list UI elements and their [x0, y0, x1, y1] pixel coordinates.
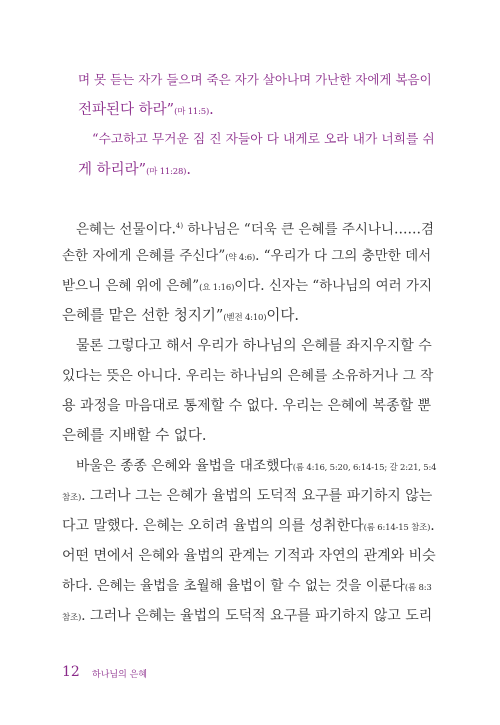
para2-line-2	[62, 366, 436, 386]
para1-line-3	[62, 276, 436, 298]
scripture-reference: (마 11:5)	[174, 107, 210, 117]
page-number: 12	[62, 664, 80, 680]
body-text: 용 과정을 마음대로 통제할 수 없다. 우리는 은혜에 복종할 뿐	[62, 398, 432, 414]
body-text: 이다. 신자는 “하나님의 여러 가지	[234, 278, 433, 294]
body-text: 바울은 종종 은혜와 율법을 대조했다	[76, 458, 293, 474]
body-text: 어떤 면에서 은혜와 율법의 관계는 기적과 자연의 관계와 비슷	[62, 548, 436, 564]
para2-line-4	[62, 426, 436, 446]
body-text: 은혜를 맡은 선한 청지기”	[62, 308, 224, 324]
para1-line-2	[62, 246, 436, 268]
para3-line-4	[62, 546, 436, 566]
scripture-reference: 참조)	[62, 613, 82, 623]
quote-text: 게 하리라”	[78, 162, 147, 178]
scripture-reference: (롬 8:3	[404, 583, 432, 593]
quote-text: 전파된다 하라”	[78, 102, 175, 118]
body-text: 손한 자에게 은혜를 주신다”	[62, 248, 226, 264]
scripture-reference: (벧전 4:10)	[223, 313, 267, 323]
quote-line-2	[78, 100, 452, 122]
scripture-reference: (약 4:6)	[225, 253, 256, 263]
scripture-reference: (롬 4:16, 5:20, 6:14-15; 갈 2:21, 5:4	[292, 463, 437, 473]
quote-line-4	[78, 160, 452, 182]
body-text: 하나님은 “더욱 큰 은혜를 주시나니……겸	[183, 221, 435, 238]
body-text: 하다. 은혜는 율법을 초월해 율법이 할 수 없는 것을 이룬다	[62, 578, 405, 594]
para3-line-6	[62, 606, 436, 628]
body-text: . 그러나 은혜는 율법의 도덕적 요구를 파기하지 않고 도리	[81, 608, 433, 624]
para2-line-3	[62, 396, 436, 416]
para1-line-4	[62, 306, 436, 328]
quote-period: .	[209, 102, 214, 118]
para3-line-5	[62, 576, 436, 598]
scripture-reference: (롬 6:14-15 참조)	[363, 523, 431, 533]
body-text: . “우리가 다 그의 충만한 데서	[255, 248, 432, 264]
para1-line-1	[76, 216, 436, 240]
para3-line-3	[62, 516, 436, 538]
quote-line-3	[92, 130, 436, 150]
body-text: 이다.	[266, 308, 299, 324]
body-text: .	[430, 518, 435, 534]
body-text: . 그러나 그는 은혜가 율법의 도덕적 요구를 파기하지 않는	[81, 488, 433, 504]
quote-text: 며 못 듣는 자가 들으며 죽은 자가 살아나며 가난한 자에게 복음이	[78, 72, 432, 87]
para3-line-2	[62, 486, 436, 508]
footnote-marker: 4)	[175, 222, 184, 230]
scripture-reference: (요 1:16)	[199, 283, 235, 293]
scripture-reference: 참조)	[62, 493, 82, 503]
scripture-reference: (마 11:28)	[146, 167, 187, 177]
body-text: 다고 말했다. 은혜는 오히려 율법의 의를 성취한다	[62, 518, 364, 534]
quote-period: .	[186, 162, 191, 178]
body-text: 은혜는 선물이다.	[76, 221, 176, 238]
body-text: 은혜를 지배할 수 없다.	[62, 428, 207, 444]
quote-line-1	[78, 70, 436, 90]
body-text: 받으니 은혜 위에 은혜”	[62, 278, 200, 294]
para2-line-1	[76, 336, 436, 356]
body-text: 물론 그렇다고 해서 우리가 하나님의 은혜를 좌지우지할 수	[76, 338, 432, 354]
para3-line-1	[76, 456, 436, 478]
body-text: 있다는 뜻은 아니다. 우리는 하나님의 은혜를 소유하거나 그 작	[62, 368, 434, 384]
quote-text: “수고하고 무거운 짐 진 자들아 다 내게로 오라 내가 너희를 쉬	[92, 132, 435, 147]
running-title: 하나님의 은혜	[92, 670, 148, 680]
